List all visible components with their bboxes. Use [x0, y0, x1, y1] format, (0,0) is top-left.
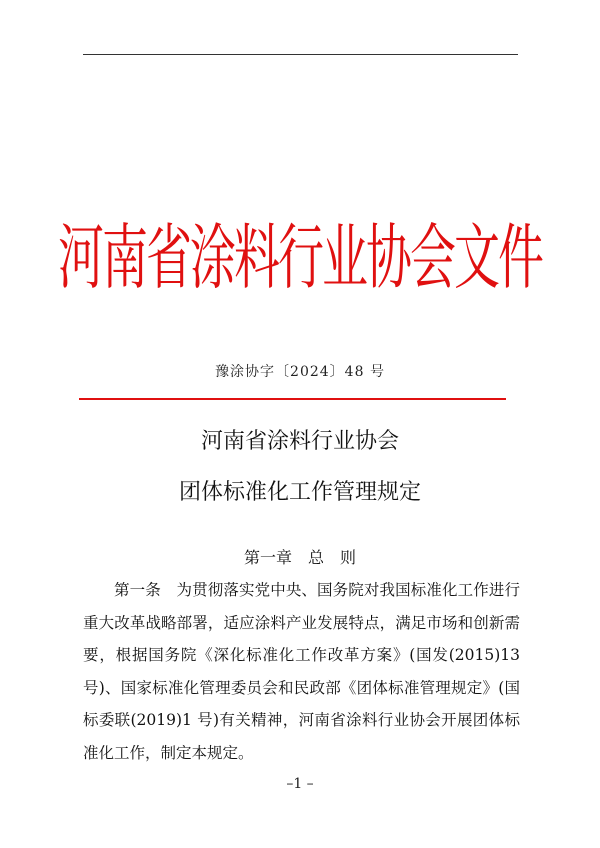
title-line-2: 团体标准化工作管理规定: [178, 480, 421, 505]
document-number: 豫涂协字〔2024〕48 号: [215, 364, 385, 380]
body-text: [83, 574, 520, 769]
top-divider: [83, 54, 518, 55]
document-header-title: 河南省涂料行业协会文件: [58, 215, 542, 299]
chapter-heading: 第一章 总 则: [243, 548, 356, 567]
page-number: –1 –: [286, 776, 314, 792]
article-1-paragraph: 第一条 为贯彻落实党中央、国务院对我国标准化工作进行重大改革战略部署，适应涂料产业发展特点，满足市场和创新需要，根据国务院《深化标准化工作改革方案》(国发(2015)13号)、国家标准化管理委员会和民政部《团体标准管理规定》(国标委联(2019)1 号)有关精神，河南省涂料行业协会开展团体标准化工作，制定本规定。: [83, 581, 520, 762]
red-divider: [79, 398, 506, 400]
title-line-1: 河南省涂料行业协会: [200, 429, 399, 454]
